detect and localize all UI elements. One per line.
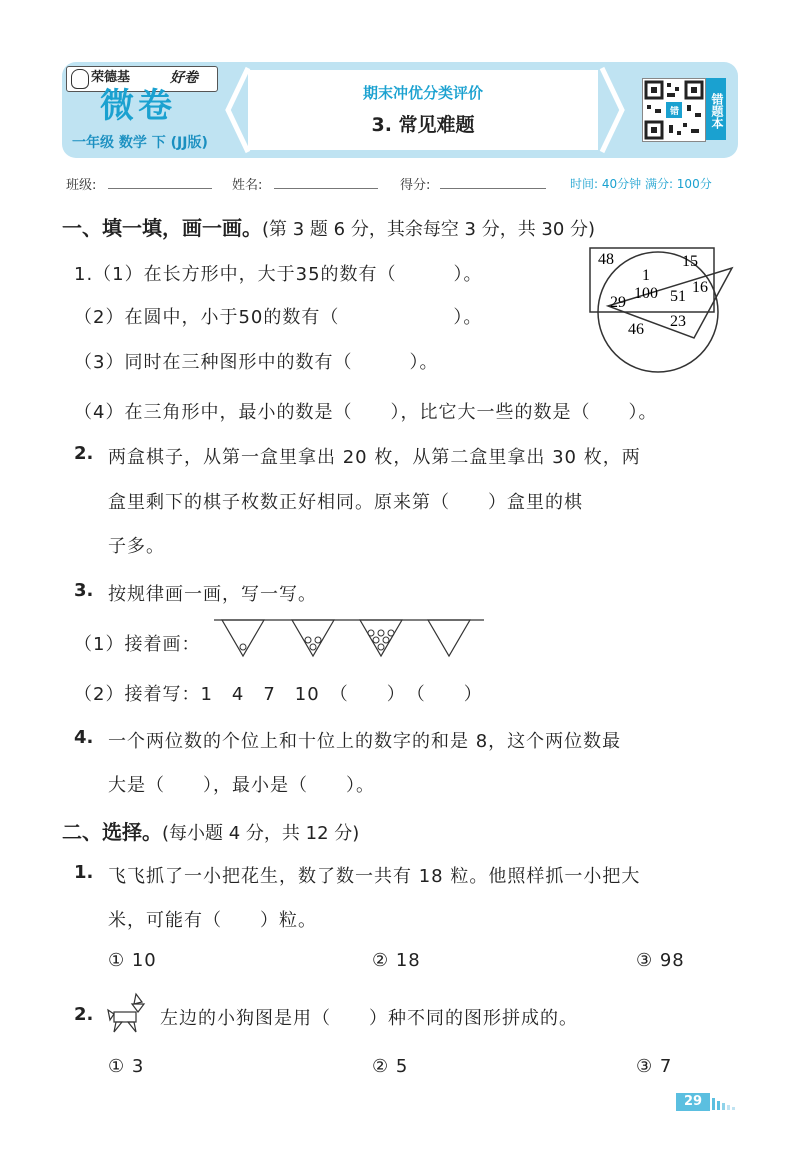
section2-note: (每小题 4 分，共 12 分) bbox=[162, 823, 360, 844]
venn-number-23: 23 bbox=[670, 313, 686, 330]
name-input-line[interactable] bbox=[274, 188, 378, 189]
section1-title: 一、填一填，画一画。 bbox=[62, 216, 262, 240]
s2-q2-option-b[interactable]: ② 5 bbox=[372, 1056, 409, 1077]
venn-diagram bbox=[586, 244, 746, 374]
mascot-icon bbox=[71, 69, 89, 89]
bunting-pattern[interactable] bbox=[214, 616, 486, 662]
score-label: 得分: bbox=[400, 178, 431, 193]
class-input-line[interactable] bbox=[108, 188, 212, 189]
page-number: 29 bbox=[676, 1093, 710, 1111]
q2-line3: 子多。 bbox=[108, 536, 165, 557]
qr-code[interactable] bbox=[642, 78, 706, 142]
venn-number-1: 1 bbox=[642, 267, 650, 284]
venn-number-46: 46 bbox=[628, 321, 644, 338]
time-limit: 时间: 40分钟 满分: 100分 bbox=[570, 177, 712, 191]
s2-q1-line1: 飞飞抓了一小把花生，数了数一共有 18 粒。他照样抓一小把大 bbox=[108, 866, 641, 887]
q3-2: （2）接着写：1 4 7 10 （ ） （ ） bbox=[74, 684, 483, 705]
venn-number-51: 51 bbox=[670, 288, 686, 305]
q3-1: （1）接着画： bbox=[74, 634, 201, 655]
section1-heading bbox=[62, 212, 595, 241]
s2-q2-text: 左边的小狗图是用（ ）种不同的图形拼成的。 bbox=[160, 1008, 578, 1029]
flag-4-empty bbox=[428, 620, 470, 656]
q1-2: （2）在圆中，小于50的数有（ ）。 bbox=[74, 307, 483, 328]
q4-line1: 一个两位数的个位上和十位上的数字的和是 8，这个两位数最 bbox=[108, 731, 622, 752]
venn-number-29: 29 bbox=[610, 294, 626, 311]
venn-number-16: 16 bbox=[692, 279, 708, 296]
brand-name: 荣德基 bbox=[91, 70, 131, 85]
class-label: 班级: bbox=[66, 178, 97, 193]
lesson-title: 3. 常见难题 bbox=[371, 114, 475, 136]
s2-q2-option-c[interactable]: ③ 7 bbox=[636, 1056, 673, 1077]
brand-slogan: 好卷 bbox=[170, 70, 198, 86]
section1-note: (第 3 题 6 分，其余每空 3 分，共 30 分) bbox=[262, 219, 596, 240]
page-bars-icon bbox=[712, 1096, 736, 1110]
q2-number: 2. bbox=[74, 443, 94, 464]
s2-q1-line2: 米，可能有（ ）粒。 bbox=[108, 910, 317, 931]
s2-q2-option-a[interactable]: ① 3 bbox=[108, 1056, 145, 1077]
q1-1: 1.（1）在长方形中，大于35的数有（ ）。 bbox=[74, 264, 483, 285]
q4-line2: 大是（ ），最小是（ ）。 bbox=[108, 775, 375, 796]
section2-title: 二、选择。 bbox=[62, 820, 162, 844]
s2-q2-number: 2. bbox=[74, 1004, 94, 1025]
wrong-answer-badge: 错题本 bbox=[706, 78, 726, 140]
score-input-line[interactable] bbox=[440, 188, 546, 189]
q4-number: 4. bbox=[74, 727, 94, 748]
q2-line1: 两盒棋子，从第一盒里拿出 20 枚，从第二盒里拿出 30 枚，两 bbox=[108, 447, 641, 468]
flag-2 bbox=[292, 620, 334, 656]
s2-q1-option-b[interactable]: ② 18 bbox=[372, 950, 421, 971]
qr-label: 错 bbox=[670, 107, 680, 117]
q1-3: （3）同时在三种图形中的数有（ ）。 bbox=[74, 352, 439, 373]
ball-icon bbox=[240, 644, 246, 650]
series-title: 期末冲优分类评价 bbox=[362, 84, 483, 102]
chevron-right-icon bbox=[598, 64, 628, 156]
q1-4: （4）在三角形中，最小的数是（ ），比它大一些的数是（ ）。 bbox=[74, 402, 658, 423]
venn-number-48: 48 bbox=[598, 251, 614, 268]
flag-1 bbox=[222, 620, 264, 656]
s2-q1-option-a[interactable]: ① 10 bbox=[108, 950, 157, 971]
s2-q1-option-c[interactable]: ③ 98 bbox=[636, 950, 685, 971]
q3-number: 3. bbox=[74, 580, 94, 601]
name-label: 姓名: bbox=[232, 178, 263, 193]
section2-heading bbox=[62, 816, 359, 845]
s2-q1-number: 1. bbox=[74, 862, 94, 883]
grade-subtitle: 一年级 数学 下 (JJ版) bbox=[72, 135, 208, 151]
flag-3 bbox=[360, 620, 402, 656]
q3-text: 按规律画一画，写一写。 bbox=[108, 584, 317, 605]
puppy-figure-icon bbox=[104, 990, 150, 1034]
booklet-title: 微卷 bbox=[100, 86, 176, 126]
venn-number-100: 100 bbox=[634, 285, 658, 302]
venn-number-15: 15 bbox=[682, 253, 698, 270]
q2-line2: 盒里剩下的棋子枚数正好相同。原来第（ ）盒里的棋 bbox=[108, 492, 583, 513]
